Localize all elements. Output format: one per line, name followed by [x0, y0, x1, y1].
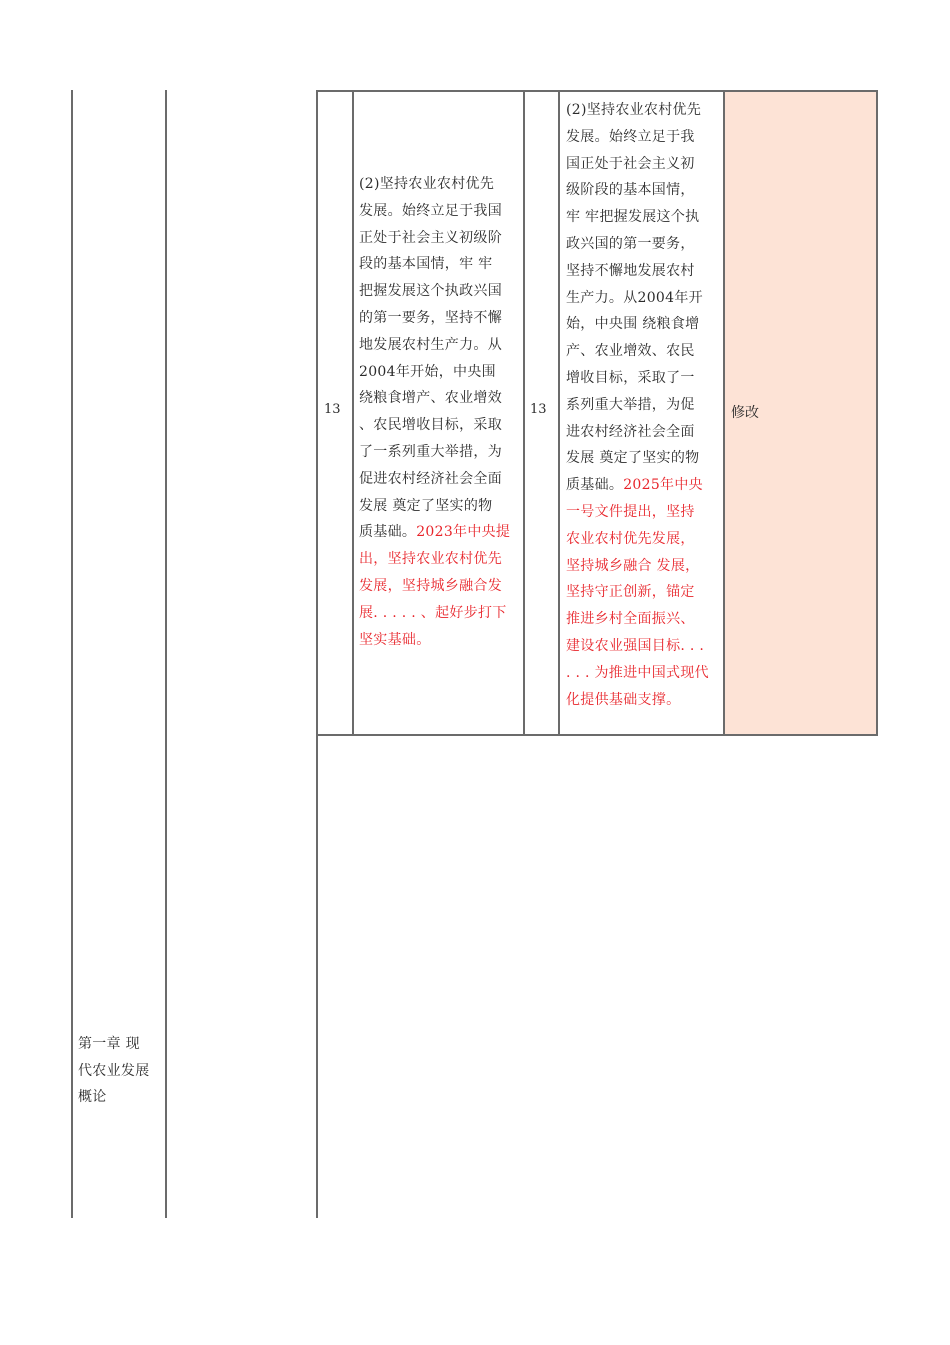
table-border [165, 90, 167, 1218]
table-border [352, 90, 354, 736]
table-border [558, 90, 560, 736]
table-border [876, 90, 878, 736]
new-content-cell [566, 97, 724, 713]
new-content-revision: 2025年中央 一号文件提出，坚持 农业农村优先发展， 坚持城乡融合 发展， 坚持守正创新，锚定 推进乡村全面振兴、 建设农业强国目标. . . . . . 为推进中国式现代 化提供基础支撑。 [566, 477, 709, 708]
table-border [71, 90, 73, 1218]
new-page-number: 13 [530, 402, 547, 417]
old-page-number: 13 [324, 402, 341, 417]
chapter-title: 第一章 现 代农业发展 概论 [78, 1036, 150, 1105]
new-content-text: (2)坚持农业农村优先 发展。始终立足于我 国正处于社会主义初 级阶段的基本国情， 牢 牢把握发展这个执 政兴国的第一要务， 坚持不懈地发展农村 生产力。从2004年开 始，中央围 绕粮食增 产、农业增效、农民 增收目标，采取了一 系列重大举措，为促 进农村经济社会全面 发展 奠定了坚实的物 质基础。 [566, 102, 703, 494]
table-border [523, 90, 525, 736]
table-border [316, 734, 878, 736]
old-content-revision: 2023年中央提 出，坚持农业农村优先 发展，坚持城乡融合发 展. . . . . 、起好步打下 坚实基础。 [359, 524, 511, 648]
old-content-text: (2)坚持农业农村优先 发展。始终立足于我国 正处于社会主义初级阶 段的基本国情，牢 牢 把握发展这个执政兴国 的第一要务，坚持不懈 地发展农村生产力。从 2004年开始，中央围 绕粮食增产、农业增效 、农民增收目标，采取 了一系列重大举措，为 促进农村经济社会全面 发展 奠定了坚实的物 质基础。 [359, 176, 502, 541]
table-border [316, 90, 318, 1218]
table-border [316, 90, 878, 92]
old-content-cell [359, 171, 523, 653]
remark-text: 修改 [731, 405, 759, 421]
